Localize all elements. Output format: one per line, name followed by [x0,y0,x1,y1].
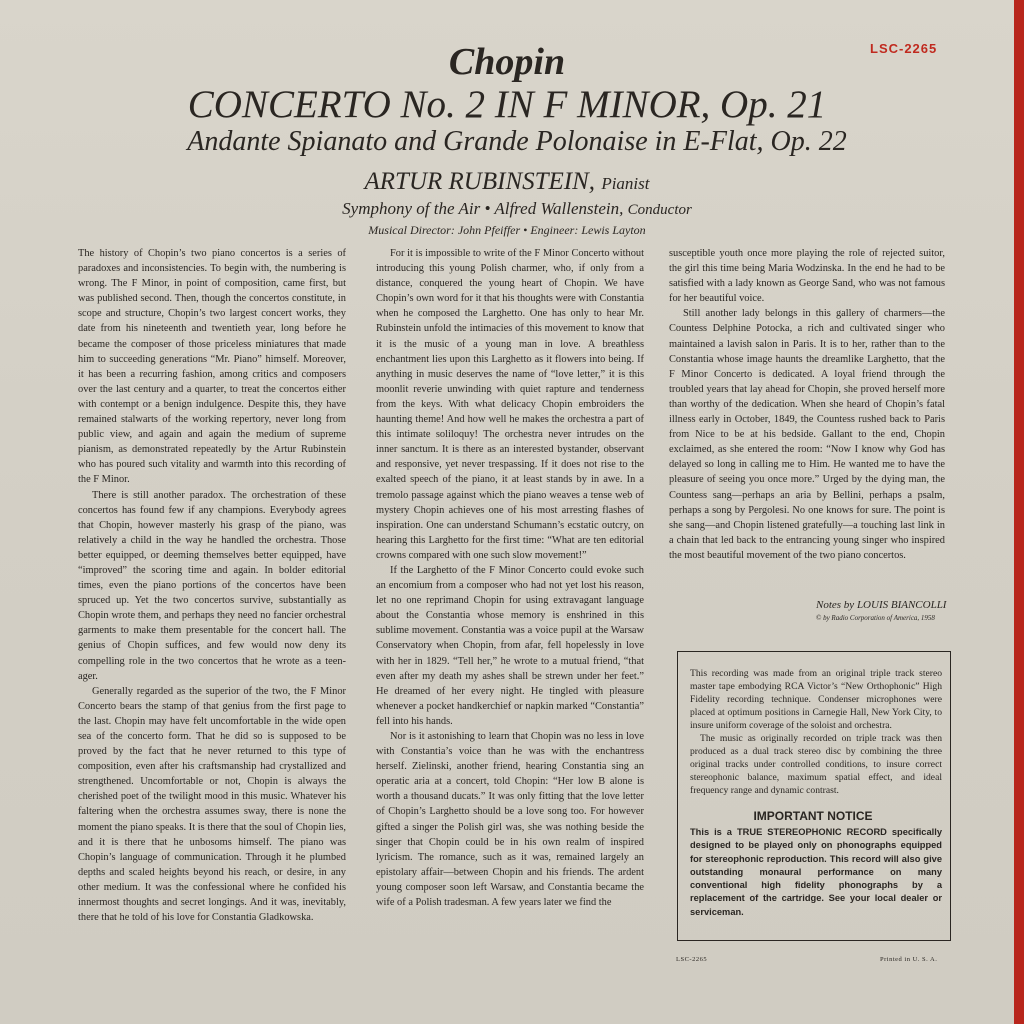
paragraph: There is still another paradox. The orchestration of these concertos has found few if any champions. Everybody agrees that Chopin, however masterly his grasp of the piano, was relatively a child in the way he handled the orchestra. Those better equipped, or deeming themselves better equipped, have “improved” the scoring time and again. In bolder editorial times, even the piano portions of the concertos have been spruced up. Yet the two concertos survive, substantially as Chopin wrote them, and perhaps they need no fancier orchestral garments to make them presentable for the concert hall. The genius of Chopin suffices, and few would now deny its compelling role in the two concertos that he wrote as a teen-ager. [78,489,346,682]
composer-title: Chopin [448,41,566,83]
paragraph: Generally regarded as the superior of the two, the F Minor Concerto bears the stamp of that genius from the first page to the last. Chopin may have felt uncomfortable in the wide open sea of the concerto form. That he did so is supposed to be proved by the fact that he never returned to this type of composition, even after his craftsmanship had crystallized and strengthened. Uncomfortable or not, Chopin is always the cherished poet of the twilight mood in this music. Whatever his faltering when the orchestra assumes sway, there is none the moment the piano speaks. It is there that the soul of Chopin lies, and it is there that he unbosoms himself. The piano was Chopin’s language of communication. Through it he plumbed depths and scaled heights beyond his reach, or desire, in any other medium. It was the confessional where he confided his innermost thoughts and secret longings. And it was, inevitably, there that he told of his love for Constantia Gladkowska. [78,685,346,924]
footer-catalog: LSC-2265 [676,956,708,963]
work-title-primary: CONCERTO No. 2 IN F MINOR, Op. 21 [187,83,827,126]
copyright-line: © by Radio Corporation of America, 1958 [816,614,935,622]
sleeve-edge-stripe [1014,0,1024,1024]
artist-name: ARTUR RUBINSTEIN, [364,168,596,195]
recording-paragraph: This recording was made from an original triple track stereo master tape embodying RCA Victor’s “New Orthophonic” High Fidelity recording technique. Condenser microphones were placed at optimum positions in Carnegie Hall, New York City, to insure uniform coverage of the soloist and orchestra. [690,668,942,731]
artist-role: Pianist [601,174,650,193]
notes-author: Notes by LOUIS BIANCOLLI [816,599,947,611]
artist-line [0,168,1014,196]
conductor-role: Conductor [627,202,692,218]
footer-printed: Printed in U. S. A. [880,956,938,963]
separator-dot: • [484,199,491,218]
notice-title: IMPORTANT NOTICE [753,809,873,823]
liner-notes-column-3 [669,246,945,563]
ensemble-line [10,199,1024,219]
work-title-secondary: Andante Spianato and Grande Polonaise in E-Flat, Op. 22 [187,126,847,157]
paragraph: Nor is it astonishing to learn that Chopin was no less in love with Constantia’s voice than he was with the enchantress herself. Zielinski, another friend, hearing Constantia sing an operatic aria at a concert, told Chopin: “Her low B alone is worth a thousand ducats.” It was only fitting that the love letter of Chopin’s Larghetto should be a love song too. For however gifted a singer the Polish girl was, she was nothing beside the singer that Chopin could be in his own realm of inspired lyricism. The romance, such as it was, remained largely an epistolary affair—between Chopin and his friends. The ardent young composer soon left Warsaw, and Constantia became the wife of a Polish tradesman. A few years later we find the [376,731,644,909]
paragraph: For it is impossible to write of the F Minor Concerto without introducing this young Polish charmer, who, if only from a distance, conquered the young heart of Chopin. We have Chopin’s own word for it that his thoughts were with Constantia when he composed the Larghetto. One has only to hear Mr. Rubinstein unfold the intimacies of this movement to know that it is the music of a young man in love. A breathless enchantment lies upon this Larghetto as it flowers into being. If anything in music deserves the name of “love letter,” it is this moonlit reverie unwinding with quiet rapture and tenderness from the keys. With what delicacy Chopin embroiders the haunting theme! And how well he makes the orchestra a part of this intimate soliloquy! The orchestra never intrudes on the inner sanctum. It is there as an interested bystander, observant and responsive, yet never trespassing. If it does not rise to the exalted speech of the piano, it at least stands by in awe. In a tremolo passage against which the piano weaves a tense web of mystery Chopin achieves one of his most arresting flashes of inspiration. One can understand Schumann’s ecstatic outcry, on hearing this Larghetto for the first time: “What are ten editorial crowns compared with one such slow movement!” [376,248,644,561]
recording-paragraph: The music as originally recorded on triple track was then produced as a dual track stereo disc by combining the three original tracks under controlled conditions, to insure correct stereophonic balance, maximum spatial effect, and ideal frequency range and dynamic contrast. [690,733,942,796]
recording-info-text [690,667,942,797]
catalog-number: LSC-2265 [870,41,938,56]
liner-notes-column-1 [78,246,346,925]
orchestra-name: Symphony of the Air [342,199,481,218]
production-credits: Musical Director: John Pfeiffer • Engineer: Lewis Layton [368,223,646,237]
paragraph: susceptible youth once more playing the role of rejected suitor, the girl this time being Maria Wodzinska. In the end he had to be satisfied with a lady known as George Sand, who was not famous for her beautiful voice. [669,248,945,305]
paragraph: The history of Chopin’s two piano concertos is a series of paradoxes and inconsistencies. To begin with, the numbering is wrong. The F Minor, in point of composition, came first, but was published second. Then, though the concertos constitute, in scope and structure, Chopin’s two largest concert works, they date from his nineteenth and twentieth year, long before he became the composer of those priceless miniatures that made him to succeeding generations “Mr. Piano” himself. Moreover, it has been a recurring fashion, among critics and composers over the last century and a quarter, to treat the concertos either with contempt or a benign indulgence. Despite this, they have remained stalwarts of the working repertory, never long from public view, and again and again the medium of supreme pianism, as demonstrated repeatedly by the Artur Rubinstein who has poured such vitality and warmth into this recording of the F Minor. [78,248,346,486]
paragraph: Still another lady belongs in this gallery of charmers—the Countess Delphine Potocka, a rich and cultivated singer who maintained a lavish salon in Paris. It is to her, rather than to the Constantia whose image haunts the dreamlike Larghetto, that the F Minor Concerto is dedicated. A loyal friend through the troubled years that lay ahead for Chopin, she proved herself more than worthy of the dedication. When she heard of Chopin’s fatal illness early in October, 1849, the Countess rushed back to Paris from Nice to be at his bedside. Gallant to the end, Chopin exclaimed, as she entered the room: “Now I know why God has delayed so long in calling me to Him. He wanted me to have the pleasure of seeing you once more.” Urged by the dying man, the Countess sang—perhaps an aria by Bellini, perhaps a psalm, perhaps a song by Pergolesi. No one knows for sure. The point is she sang—and Chopin listened gratefully—a touching last link in a chain that led back to the entrancing young singer who inspired the most beautiful movement of the two piano concertos. [669,308,945,561]
notice-text: This is a TRUE STEREOPHONIC RECORD specifically designed to be played only on phonographs equipped for stereophonic reproduction. This record will also give outstanding monaural performance on many conventional high fidelity phonographs by a replacement of the cartridge. See your local dealer or serviceman. [690,827,942,917]
conductor-name: Alfred Wallenstein, [494,199,624,218]
liner-notes-column-2 [376,246,644,910]
paragraph: If the Larghetto of the F Minor Concerto could evoke such an encomium from a composer who had not yet lost his reason, let no one reprimand Chopin for using extravagant language about the Constantia whose memory is enshrined in this sublime movement. Constantia was a voice pupil at the Warsaw Conservatory when Chopin, from afar, fell hopelessly in love with her in 1829. “Tell her,” he wrote to a mutual friend, “that even after my death my ashes shall be strewn under her feet.” He dreamed of her every night. He tingled with pleasure whenever a pocket handkerchief or napkin marked “Constantia” fell into his hands. [376,564,644,727]
